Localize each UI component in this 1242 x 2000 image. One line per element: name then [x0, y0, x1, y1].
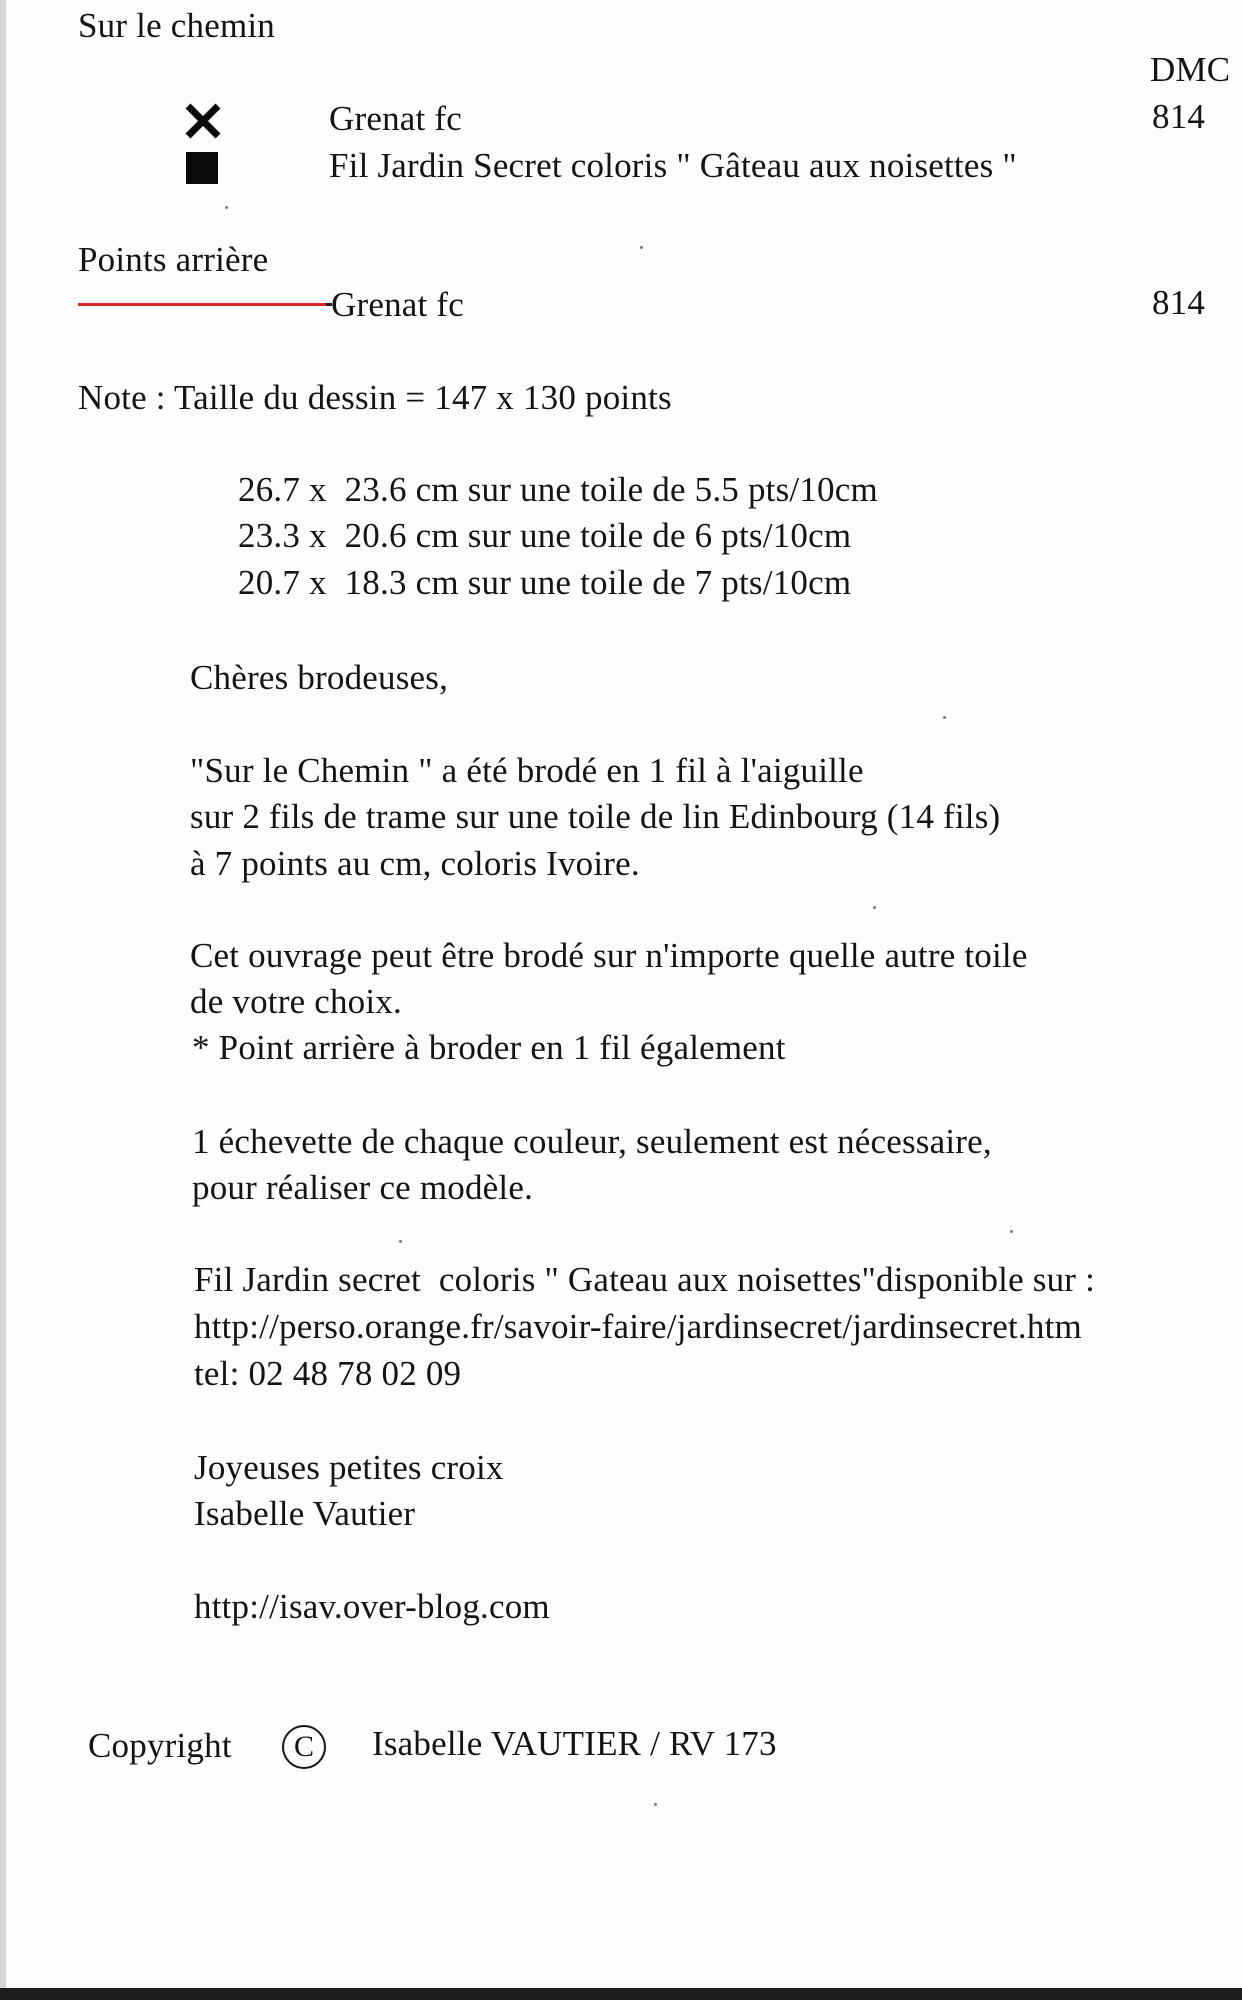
scan-speck	[225, 206, 228, 209]
paragraph-line: sur 2 fils de trame sur une toile de lin Edinbourg (14 fils)	[190, 797, 1001, 836]
legend-item-name: Grenat fc	[329, 99, 462, 138]
copyright-label: Copyright	[88, 1726, 232, 1765]
scan-speck	[943, 716, 946, 719]
paragraph-line: Fil Jardin secret coloris " Gateau aux noisettes"disponible sur :	[194, 1260, 1096, 1299]
paragraph-line: 1 échevette de chaque couleur, seulement est nécessaire,	[192, 1122, 992, 1161]
copyright-owner: Isabelle VAUTIER / RV 173	[372, 1724, 777, 1763]
scan-bottom-edge	[0, 1988, 1242, 2000]
closing-line: Joyeuses petites croix	[194, 1448, 504, 1487]
backstitch-name: Grenat fc	[331, 285, 464, 324]
scan-speck	[873, 906, 876, 909]
paragraph-line: de votre choix.	[190, 982, 402, 1021]
blog-url: http://isav.over-blog.com	[194, 1587, 550, 1626]
size-line: 23.3 x 20.6 cm sur une toile de 6 pts/10cm	[238, 516, 852, 555]
supplier-url: http://perso.orange.fr/savoir-faire/jardinsecret/jardinsecret.htm	[194, 1307, 1082, 1346]
paragraph-line: à 7 points au cm, coloris Ivoire.	[190, 844, 640, 883]
scan-speck	[654, 1803, 657, 1806]
legend-item-name: Fil Jardin Secret coloris " Gâteau aux noisettes "	[329, 146, 1017, 185]
size-line: 20.7 x 18.3 cm sur une toile de 7 pts/10cm	[238, 563, 852, 602]
filled-square-icon	[186, 152, 218, 184]
page-title: Sur le chemin	[78, 6, 275, 45]
size-line: 26.7 x 23.6 cm sur une toile de 5.5 pts/10cm	[238, 470, 878, 509]
backstitch-title: Points arrière	[78, 240, 269, 279]
scan-speck	[640, 246, 643, 249]
scan-speck	[399, 1240, 402, 1243]
cross-icon	[182, 100, 224, 142]
greeting: Chères brodeuses,	[190, 658, 449, 697]
paragraph-line: "Sur le Chemin " a été brodé en 1 fil à l'aiguille	[190, 751, 864, 790]
paragraph-line: pour réaliser ce modèle.	[192, 1168, 534, 1207]
scan-left-edge	[0, 0, 6, 2000]
note-label: Note : Taille du dessin = 147 x 130 points	[78, 378, 672, 417]
legend-item-code: 814	[1152, 97, 1206, 136]
backstitch-code: 814	[1152, 283, 1206, 322]
dmc-column-label: DMC	[1150, 50, 1231, 89]
backstitch-red-line	[78, 303, 332, 306]
paragraph-line: * Point arrière à broder en 1 fil également	[192, 1028, 786, 1067]
copyright-symbol: C	[282, 1725, 326, 1769]
scan-speck	[1010, 1230, 1013, 1233]
supplier-phone: tel: 02 48 78 02 09	[194, 1354, 462, 1393]
paragraph-line: Cet ouvrage peut être brodé sur n'importe quelle autre toile	[190, 936, 1028, 975]
signature: Isabelle Vautier	[194, 1494, 416, 1533]
